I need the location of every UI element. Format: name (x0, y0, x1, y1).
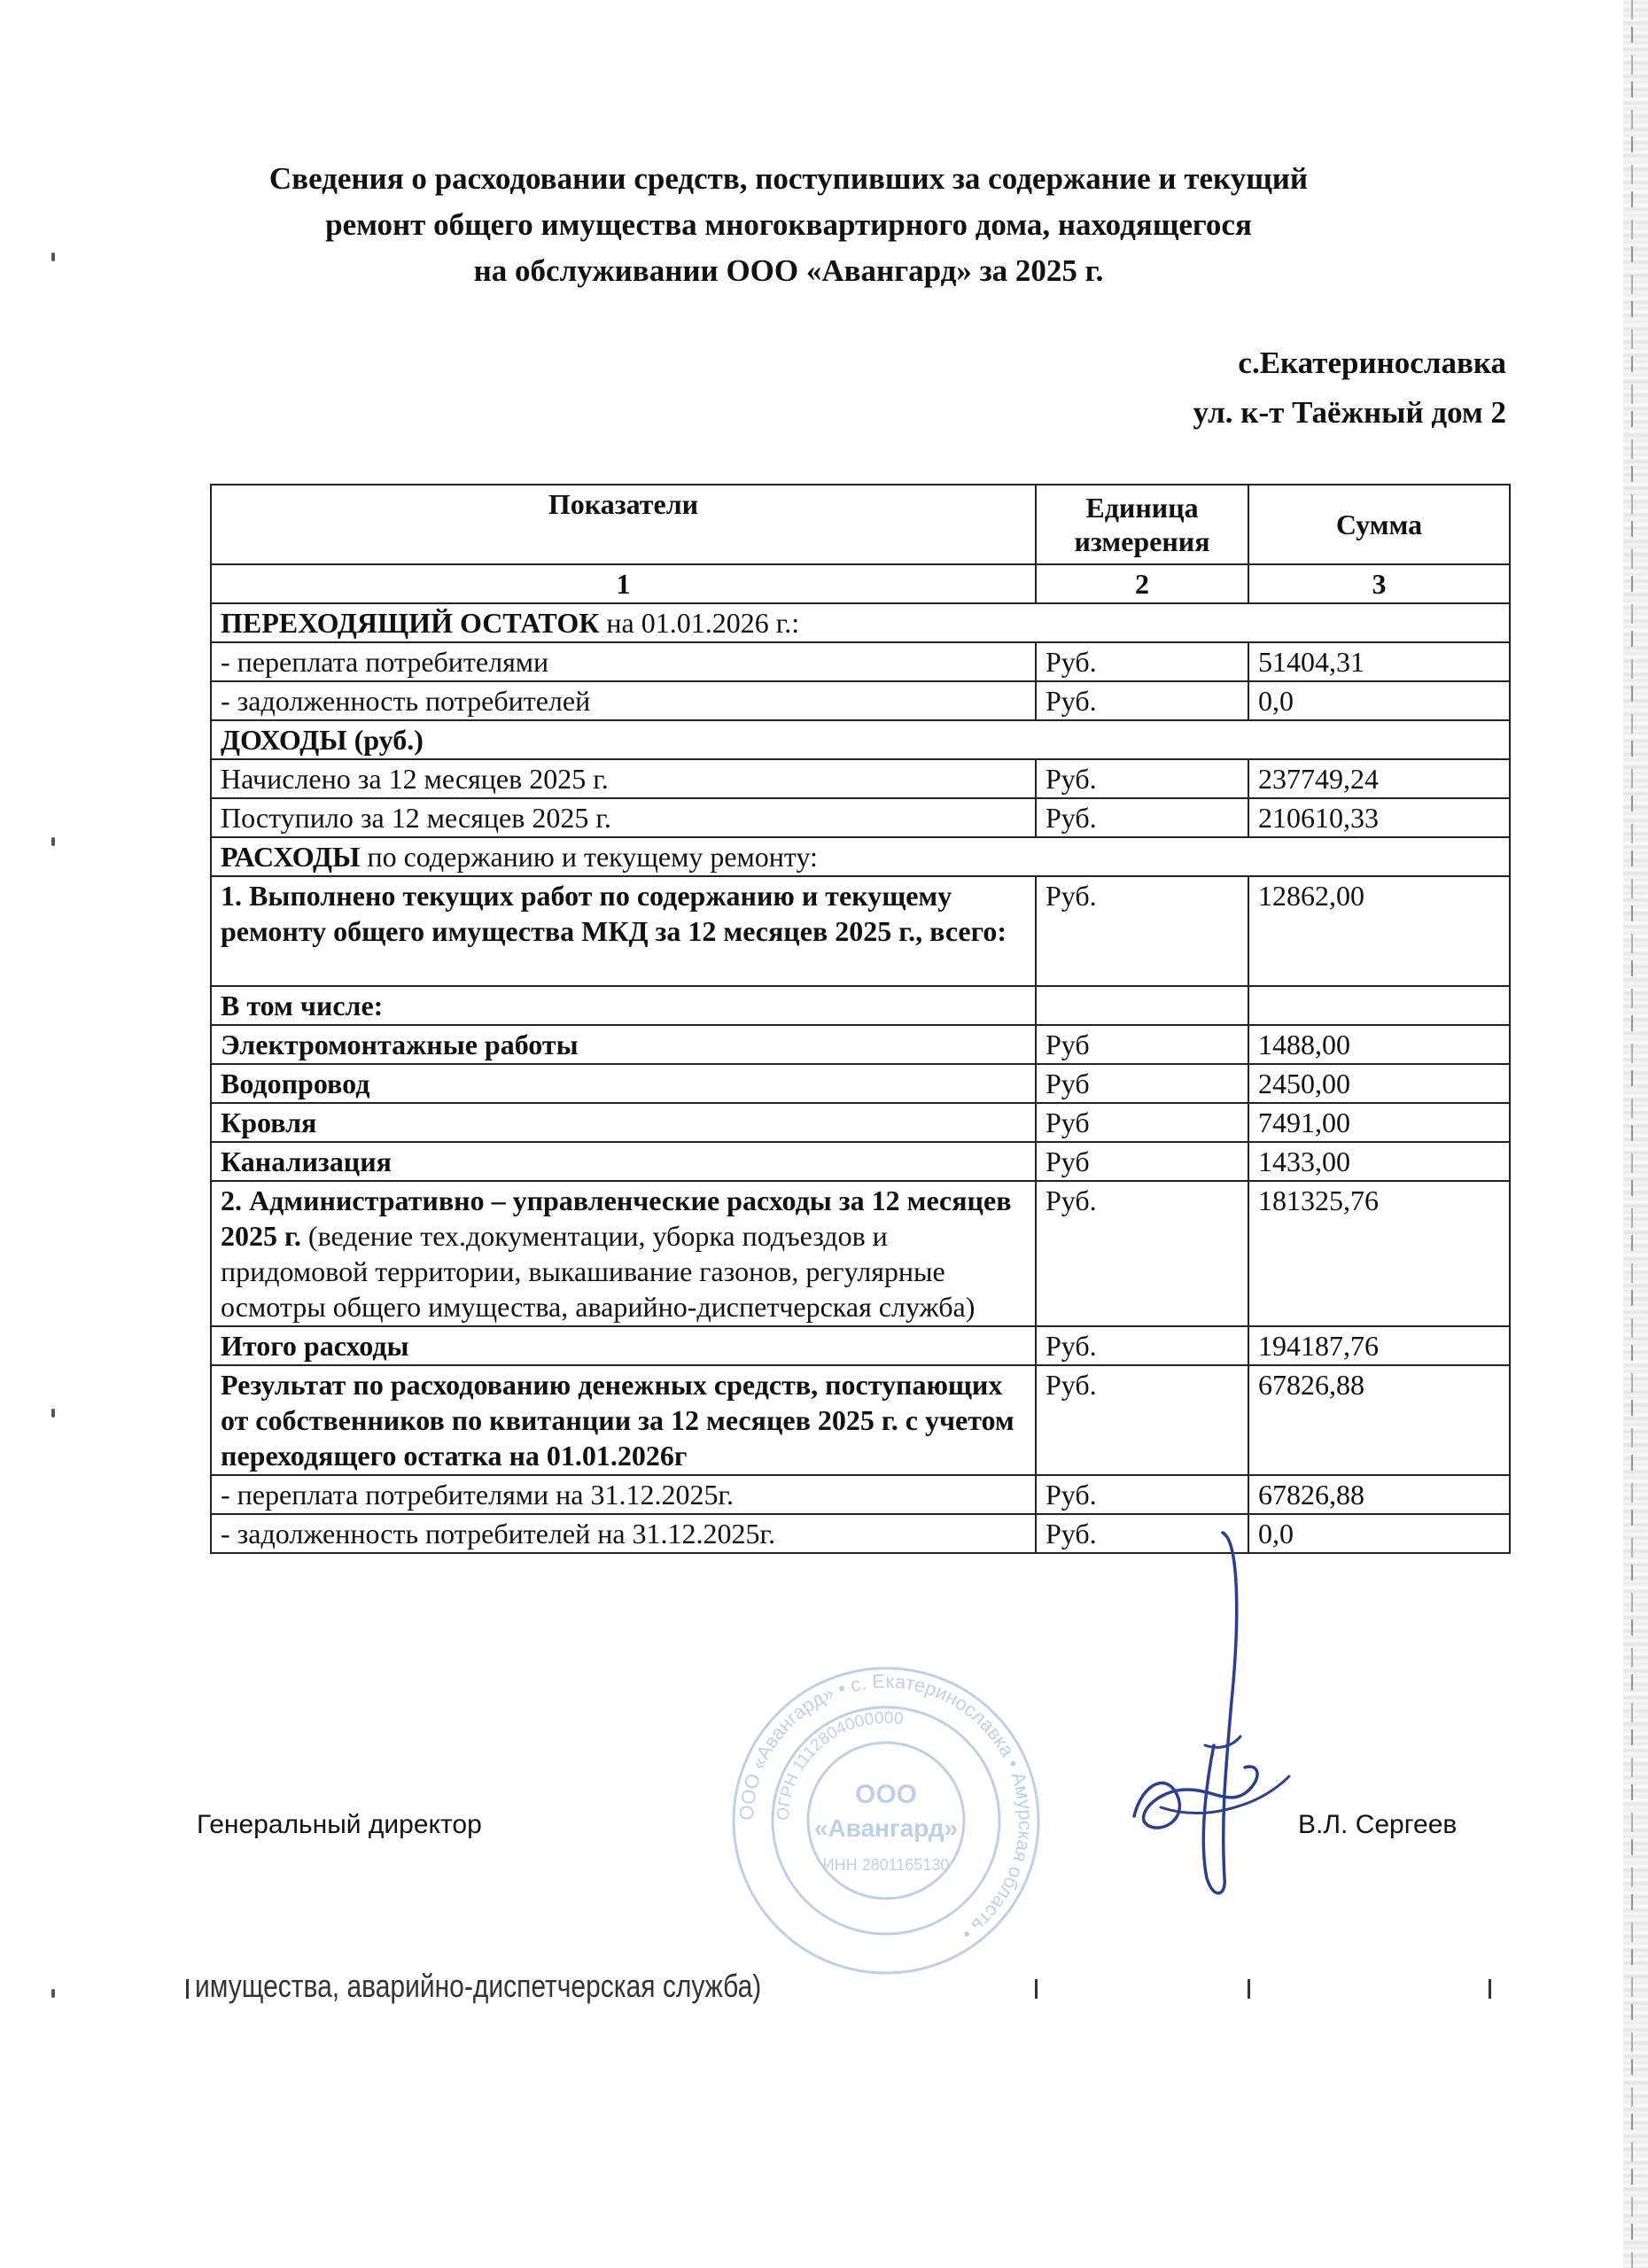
stamp-center-line: ООО (854, 1780, 918, 1809)
title-line: Сведения о расходовании средств, поступивших за содержание и текущий (268, 161, 1309, 196)
column-number-row (211, 564, 1510, 603)
table-header-row (211, 485, 1510, 564)
section-row-carryover (211, 603, 1510, 642)
row-label: - задолженность потребителей на 31.12.2025г. (211, 1514, 1036, 1553)
row-unit: Руб. (1036, 876, 1248, 986)
row-value: 67826,88 (1248, 1475, 1510, 1514)
stamp-inner-text-path: ОГРН 1112804000000 (773, 1708, 905, 1821)
row-value: 1488,00 (1248, 1025, 1510, 1064)
row-value: 181325,76 (1248, 1181, 1510, 1326)
table-row (211, 1142, 1510, 1181)
section-label-rest: на 01.01.2026 г.: (599, 607, 800, 639)
scan-speck (51, 837, 55, 846)
table-row (211, 1025, 1510, 1064)
row-unit: Руб. (1036, 1514, 1248, 1553)
row-unit: Руб. (1036, 1326, 1248, 1365)
table-row (211, 986, 1510, 1025)
table-row (211, 1103, 1510, 1142)
row-label: Начислено за 12 месяцев 2025 г. (211, 759, 1036, 798)
company-stamp (727, 1661, 1046, 1980)
row-value: 67826,88 (1248, 1365, 1510, 1475)
section-row-income (211, 720, 1510, 759)
row-label: 1. Выполнено текущих работ по содержанию и текущему ремонту общего имущества МКД за 12 месяцев 2025 г., всего: (211, 876, 1036, 986)
header-unit: Единица измерения (1036, 485, 1248, 564)
scan-speck (51, 1409, 55, 1418)
row-label: - переплата потребителями на 31.12.2025г. (211, 1475, 1036, 1514)
row-value: 2450,00 (1248, 1064, 1510, 1103)
row-label: Электромонтажные работы (211, 1025, 1036, 1064)
row-unit: Руб. (1036, 759, 1248, 798)
row-value: 7491,00 (1248, 1103, 1510, 1142)
row-value: 194187,76 (1248, 1326, 1510, 1365)
handwritten-signature (1108, 1524, 1302, 1905)
header-indicators: Показатели (211, 485, 1036, 564)
section-label: ДОХОДЫ (руб.) (211, 720, 1510, 759)
table-row (211, 759, 1510, 798)
title-line: ремонт общего имущества многоквартирного дома, находящегося (325, 207, 1252, 242)
row-label-rest: (ведение тех.документации, уборка подъездов и придомовой территории, выкашивание газонов, регулярные осмотры общего имущества, аварийно-диспетчерская служба) (221, 1220, 976, 1323)
bleed-table-edge (186, 1979, 189, 1999)
row-unit: Руб. (1036, 642, 1248, 681)
bleed-table-edge (1035, 1979, 1038, 1999)
bleed-table-edge (1489, 1979, 1491, 1999)
row-unit: Руб. (1036, 1475, 1248, 1514)
row-label (211, 1181, 1036, 1326)
table-row (211, 876, 1510, 986)
row-label: Поступило за 12 месяцев 2025 г. (211, 798, 1036, 837)
row-unit: Руб (1036, 1064, 1248, 1103)
row-label: В том числе: (211, 986, 1036, 1025)
table-row (211, 798, 1510, 837)
bleed-table-edge (1248, 1979, 1250, 1999)
bleed-through-line (186, 1969, 1515, 2013)
row-value: 0,0 (1248, 681, 1510, 720)
section-label (211, 603, 1510, 642)
row-unit: Руб (1036, 1025, 1248, 1064)
row-value: 1433,00 (1248, 1142, 1510, 1181)
row-label: Итого расходы (211, 1326, 1036, 1365)
section-label-rest: по содержанию и текущему ремонту: (360, 841, 818, 873)
row-label: Кровля (211, 1103, 1036, 1142)
table-row (211, 1475, 1510, 1514)
table-row (211, 681, 1510, 720)
bleed-through-text: имущества, аварийно-диспетчерская служба) (195, 1969, 762, 2005)
row-label: - задолженность потребителей (211, 681, 1036, 720)
signatory-position: Генеральный директор (197, 1810, 482, 1839)
row-unit (1036, 986, 1248, 1025)
row-unit: Руб (1036, 1103, 1248, 1142)
row-value: 12862,00 (1248, 876, 1510, 986)
table-row (211, 1365, 1510, 1475)
scanner-edge (1623, 0, 1648, 2268)
row-value: 237749,24 (1248, 759, 1510, 798)
scan-speck (51, 1989, 55, 1998)
row-unit: Руб. (1036, 1181, 1248, 1326)
stamp-inn: ИНН 2801165130 (822, 1856, 950, 1874)
section-label-bold: ПЕРЕХОДЯЩИЙ ОСТАТОК (221, 607, 600, 639)
expenses-report-table (210, 484, 1511, 1554)
table-row (211, 1181, 1510, 1326)
location-street: ул. к-т Таёжный дом 2 (1193, 395, 1506, 430)
column-number: 2 (1036, 564, 1248, 603)
row-label: Канализация (211, 1142, 1036, 1181)
scan-speck (51, 252, 55, 261)
row-unit: Руб. (1036, 798, 1248, 837)
row-label: - переплата потребителями (211, 642, 1036, 681)
table-row (211, 1326, 1510, 1365)
row-label-bold: 2. Административно – управленческие расходы за 12 месяцев 2025 г. (221, 1184, 1012, 1252)
signatory-name: В.Л. Сергеев (1298, 1810, 1458, 1839)
location-village: с.Екатеринославка (1238, 346, 1506, 380)
row-unit: Руб. (1036, 1365, 1248, 1475)
row-unit: Руб. (1036, 681, 1248, 720)
table-row (211, 1514, 1510, 1553)
section-label (211, 837, 1510, 876)
row-value: 210610,33 (1248, 798, 1510, 837)
stamp-center-line: «Авангард» (813, 1814, 959, 1842)
row-unit: Руб (1036, 1142, 1248, 1181)
section-row-expenses (211, 837, 1510, 876)
header-sum: Сумма (1248, 485, 1510, 564)
title-line: на обслуживании ООО «Авангард» за 2025 г. (473, 253, 1104, 288)
section-label-bold: РАСХОДЫ (221, 841, 361, 873)
column-number: 3 (1248, 564, 1510, 603)
row-value: 0,0 (1248, 1514, 1510, 1553)
stamp-outer-text-path: ООО «Авангард» • с. Екатеринославка • Амурская область • (735, 1669, 1038, 1946)
document-title (195, 156, 1382, 294)
table-row (211, 1064, 1510, 1103)
table-row (211, 642, 1510, 681)
row-value: 51404,31 (1248, 642, 1510, 681)
row-value (1248, 986, 1510, 1025)
column-number: 1 (211, 564, 1036, 603)
row-label: Водопровод (211, 1064, 1036, 1103)
row-label: Результат по расходованию денежных средств, поступающих от собственников по квитанции за 12 месяцев 2025 г. с учетом переходящего остатка на 01.01.2026г (211, 1365, 1036, 1475)
